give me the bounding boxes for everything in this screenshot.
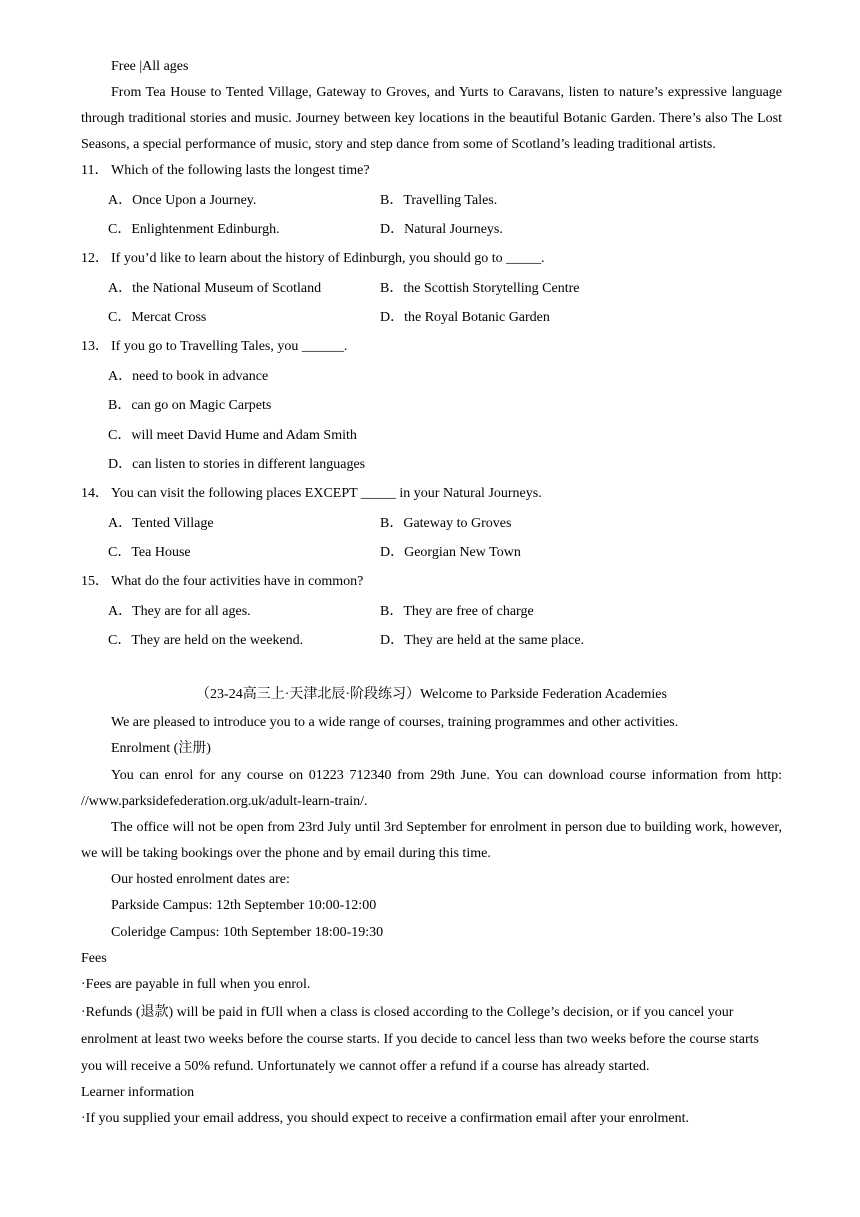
fees-heading: Fees [81, 951, 107, 967]
question-stem: If you’d like to learn about the history of Edinburgh, you should go to _____. [111, 251, 545, 266]
option-d: D．the Royal Botanic Garden [380, 310, 550, 325]
hosted-dates-line: Our hosted enrolment dates are: [111, 871, 290, 887]
option-d: D．can listen to stories in different languages [108, 457, 366, 472]
option-c: C．Tea House [108, 545, 191, 560]
option-c: C．will meet David Hume and Adam Smith [108, 427, 357, 443]
option-c: C．Mercat Cross [108, 310, 207, 325]
learner-bullet-1: ·If you supplied your email address, you should expect to receive a confirmation email after your enrolment. [81, 1111, 690, 1127]
question-12 [81, 248, 782, 329]
coleridge-campus-line: Coleridge Campus: 10th September 18:00-19:30 [111, 924, 384, 940]
option-a: A．need to book in advance [108, 368, 269, 384]
question-13 [81, 336, 782, 476]
enrolment-heading: Enrolment (注册) [111, 741, 211, 757]
office-paragraph: The office will not be open from 23rd July until 3rd September for enrolment in person due to building work, however, we will be taking bookings over the phone and by email during this time. [81, 819, 782, 861]
option-b: B．Travelling Tales. [380, 192, 498, 208]
option-a: A．They are for all ages. [108, 603, 251, 619]
learner-info-heading: Learner information [81, 1084, 195, 1100]
option-a: A．Once Upon a Journey. [108, 192, 257, 208]
question-15 [81, 571, 782, 652]
question-number: 13． [81, 339, 109, 354]
fees-bullet-2: ·Refunds (退款) will be paid in fUll when a class is closed according to the College’s decision, or if you cancel your enrolment at least two weeks before the course starts. If you decide to cancel less than two weeks before the course starts you will receive a 50% refund. Unfortunately we cannot offer a refund if a course has already started. [81, 1004, 759, 1074]
question-stem: You can visit the following places EXCEPT _____ in your Natural Journeys. [111, 486, 542, 501]
question-number: 14． [81, 486, 109, 501]
free-all-ages-line: Free |All ages [111, 59, 189, 74]
fees-bullet-1: ·Fees are payable in full when you enrol. [81, 977, 311, 993]
option-c: C．Enlightenment Edinburgh. [108, 222, 280, 237]
question-number: 15． [81, 574, 109, 589]
question-number: 11． [81, 163, 109, 178]
question-14 [81, 483, 782, 564]
option-b: B．the Scottish Storytelling Centre [380, 280, 580, 296]
question-number: 12． [81, 251, 109, 266]
question-11 [81, 160, 782, 241]
option-a: A．the National Museum of Scotland [108, 280, 322, 296]
option-b: B．can go on Magic Carpets [108, 398, 272, 413]
option-d: D．Georgian New Town [380, 545, 521, 560]
passage2-title: （23-24高三上·天津北辰·阶段练习）Welcome to Parkside Federation Academies [196, 687, 667, 702]
option-d: D．They are held at the same place. [380, 633, 585, 648]
option-b: B．Gateway to Groves [380, 515, 512, 531]
passage1-paragraph: From Tea House to Tented Village, Gateway to Groves, and Yurts to Caravans, listen to nature’s expressive language through traditional stories and music. Journey between key locations in the beautiful Botanic Garden. There’s also The Lost Seasons, a special performance of music, story and step dance from some of Scotland’s leading traditional artists. [81, 85, 782, 152]
option-c: C．They are held on the weekend. [108, 633, 304, 648]
option-b: B．They are free of charge [380, 603, 534, 619]
passage2-intro: We are pleased to introduce you to a wide range of courses, training programmes and other activities. [111, 715, 679, 730]
question-stem: Which of the following lasts the longest time? [111, 163, 370, 178]
option-a: A．Tented Village [108, 515, 214, 531]
parkside-campus-line: Parkside Campus: 12th September 10:00-12:00 [111, 898, 377, 914]
question-stem: If you go to Travelling Tales, you ______. [111, 339, 348, 354]
option-d: D．Natural Journeys. [380, 222, 503, 237]
enrol-paragraph: You can enrol for any course on 01223 712340 from 29th June. You can download course information from http: //www.parksidefederation.org.uk/adult-learn-train/. [81, 767, 782, 809]
question-stem: What do the four activities have in common? [111, 574, 364, 589]
document-page [81, 56, 782, 1133]
